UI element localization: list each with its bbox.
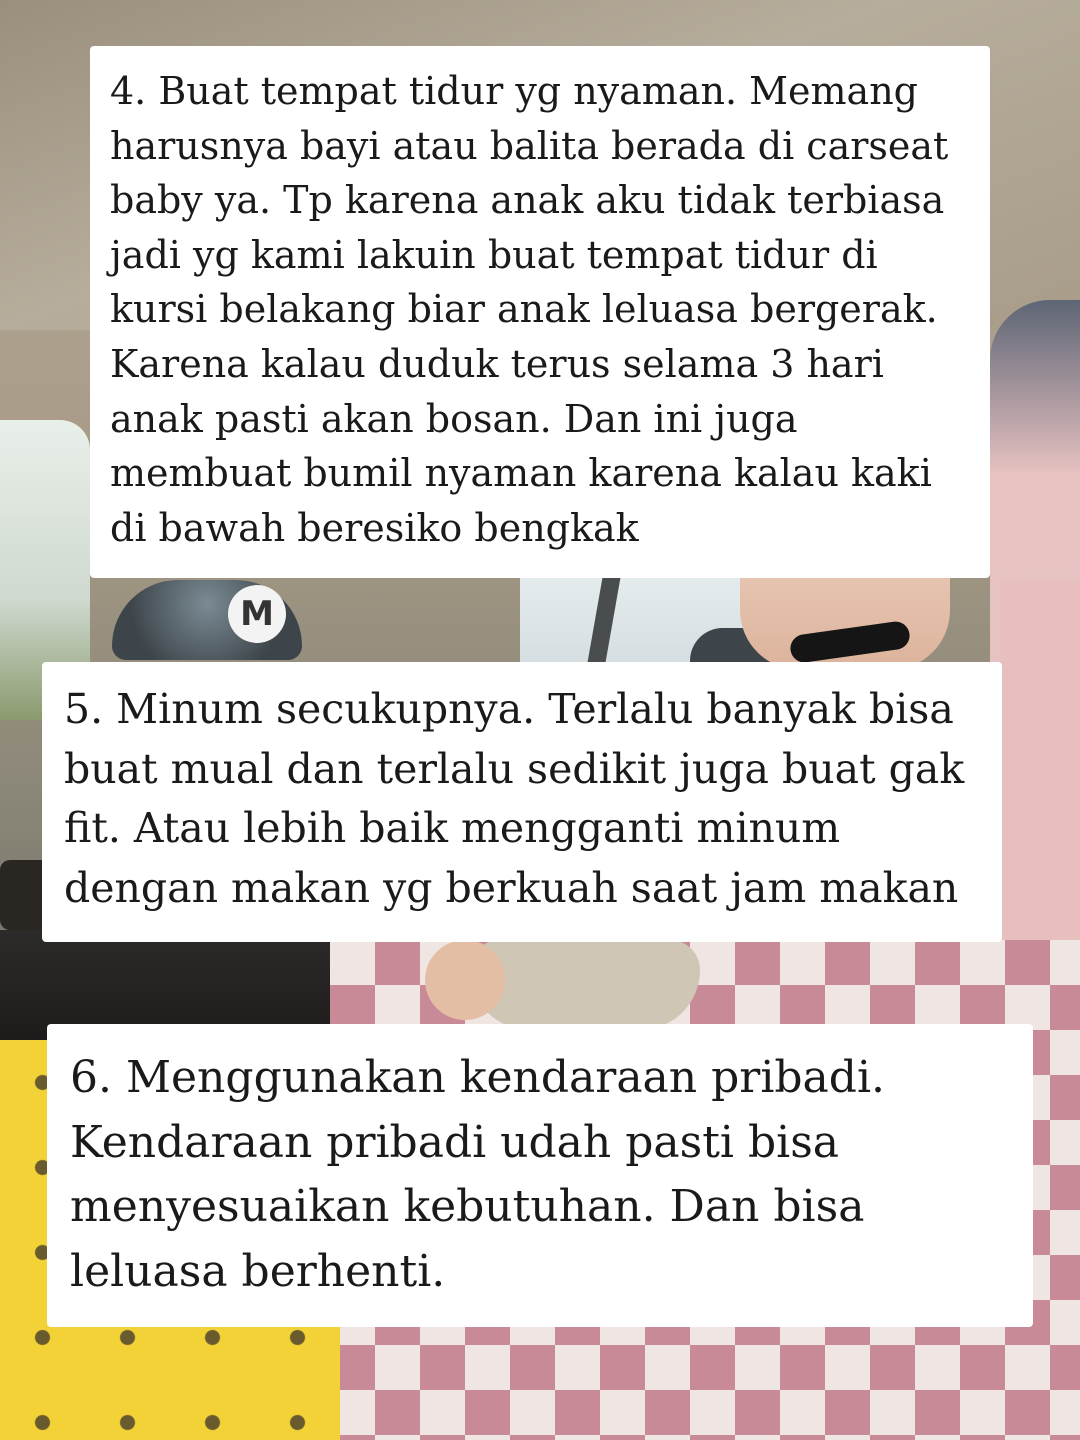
tip-text-5: 5. Minum secukupnya. Terlalu banyak bisa buat mual dan terlalu sedikit juga buat gak fit. Atau lebih baik mengganti minum dengan makan yg berkuah saat jam makan bbox=[64, 685, 965, 912]
tip-text-6: 6. Menggunakan kendaraan pribadi. Kendaraan pribadi udah pasti bisa menyesuaikan kebutuhan. Dan bisa leluasa berhenti. bbox=[70, 1052, 886, 1297]
tip-card-6 bbox=[47, 1024, 1033, 1327]
hand bbox=[425, 940, 505, 1020]
cap-logo: M bbox=[228, 585, 286, 643]
tip-card-4 bbox=[90, 46, 990, 578]
tip-text-4: 4. Buat tempat tidur yg nyaman. Memang harusnya bayi atau balita berada di carseat baby ya. Tp karena anak aku tidak terbiasa jadi yg kami lakuin buat tempat tidur di kursi belakang biar anak leluasa bergerak. Karena kalau duduk terus selama 3 hari anak pasti akan bosan. Dan ini juga membuat bumil nyaman karena kalau kaki di bawah beresiko bengkak bbox=[110, 69, 949, 550]
tip-card-5 bbox=[42, 662, 1002, 942]
